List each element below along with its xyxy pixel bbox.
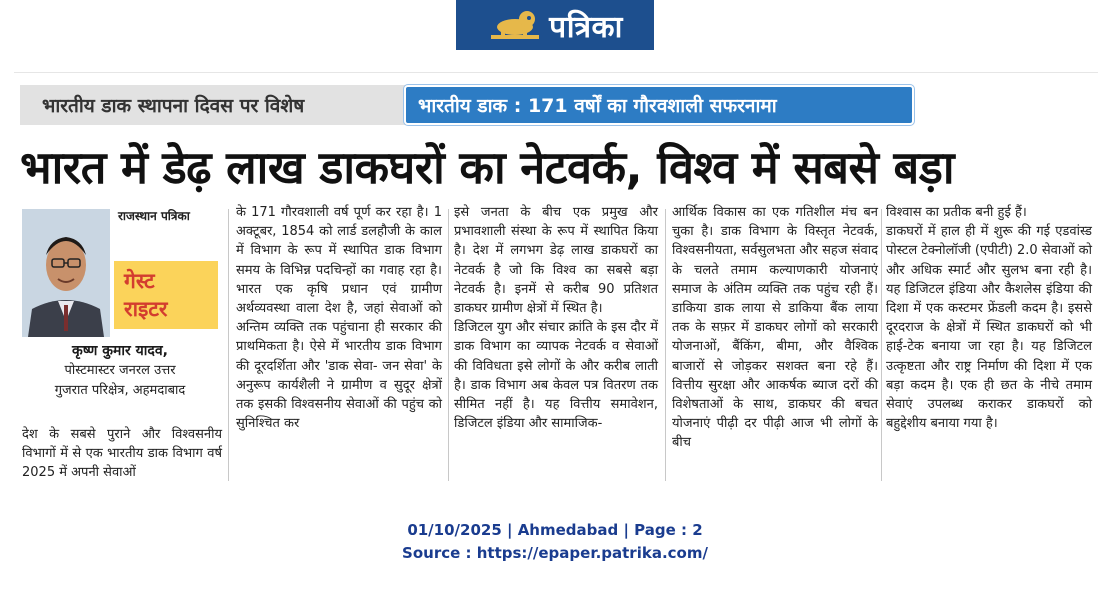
column-divider [665, 209, 666, 481]
publication-label: राजस्थान पत्रिका [118, 209, 190, 223]
footer-meta: 01/10/2025 | Ahmedabad | Page : 2 [407, 521, 703, 539]
headline: भारत में डेढ़ लाख डाकघरों का नेटवर्क, विश्व में सबसे बड़ा [20, 141, 954, 194]
column-divider [881, 209, 882, 481]
masthead [456, 0, 654, 50]
writer-label: राइटर [124, 297, 168, 321]
article-column-2: के 171 गौरवशाली वर्ष पूर्ण कर रहा है। 1 अक्टूबर, 1854 को लार्ड डलहौजी के काल में विभाग के रूप में स्थापित डाक विभाग समय के विभिन्न पदचिन्हों का गवाह रहा है। भारत एक कृषि प्रधान एवं ग्रामीण अर्थव्यवस्था वाला देश है, जहां सेवाओं को अन्तिम व्यक्ति तक पहुंचाना ही सरकार की प्राथमिकता है। ऐसे में भारतीय डाक विभाग की दूरदर्शिता और 'डाक सेवा- जन सेवा' के अनुरूप कार्यशैली ने ग्रामीण व सुदूर क्षेत्रों तक इसकी विश्वसनीय सेवाओं की पहुंच को सुनिश्चित कर [236, 205, 442, 432]
ribbon-special-label: भारतीय डाक स्थापना दिवस पर विशेष [20, 85, 410, 125]
ribbon-feature-title: भारतीय डाक : 171 वर्षों का गौरवशाली सफरनामा [404, 85, 914, 125]
column-divider [228, 209, 229, 481]
author-photo [22, 209, 110, 337]
article-column-5: विश्वास का प्रतीक बनी हुई हैं। डाकघरों में हाल ही में शुरू की गई एडवांस्ड पोस्टल टेक्नोलॉजी (एपीटी) 2.0 सेवाओं को और अधिक स्मार्ट और सुलभ बना रही है। यह डिजिटल इंडिया और कैशलेस इंडिया की दिशा में एक कस्टमर फ्रेंडली कदम है। इससे दूरदराज के क्षेत्रों में स्थित डाकघरों को भी हाई-टेक बनाया जा रहा है। यह डिजिटल उत्कृष्टता और राष्ट्र निर्माण की दिशा में एक बड़ा कदम है। एक ही छत के नीचे तमाम सेवाएं उपलब्ध कराकर डाकघरों को बहुद्देशीय बनाया गया है। [886, 205, 1092, 432]
guest-writer-badge [114, 261, 218, 329]
author-role: पोस्टमास्टर जनरल उत्तर गुजरात परिक्षेत्र, अहमदाबाद [54, 363, 186, 398]
byline-box [22, 203, 218, 413]
article-clipping [14, 72, 1098, 486]
article-column-4: आर्थिक विकास का एक गतिशील मंच बन चुका है। डाक विभाग के विस्तृत नेटवर्क, विश्वसनीयता, सर्वसुलभता और सहज संवाद के चलते तमाम कल्याणकारी योजनाएं समाज के अंतिम व्यक्ति तक पहुंच रही हैं। डाकिया डाक लाया से डाकिया बैंक लाया तक के सफ़र में डाकघर लोगों को सरकारी योजनाओं, बैंकिंग, बीमा, और वैश्विक बाजारों से जोड़कर सशक्त बना रहे हैं। वित्तीय सुरक्षा और आकर्षक ब्याज दरों की विशेषताओं के साथ, डाकघर की बचत योजनाएं पीढ़ी दर पीढ़ी आज भी लोगों के बीच [672, 205, 878, 451]
guest-label: गेस्ट [124, 269, 155, 293]
lion-logo-icon [487, 5, 543, 45]
masthead-brand: पत्रिका [549, 9, 623, 45]
author-name: कृष्ण कुमार यादव, [72, 343, 168, 359]
column-divider [448, 209, 449, 481]
article-column-1: देश के सबसे पुराने और विश्वसनीय विभागों में से एक भारतीय डाक विभाग वर्ष 2025 में अपनी सेवाओं [22, 427, 222, 481]
footer-source: Source : https://epaper.patrika.com/ [402, 544, 708, 562]
article-column-3: इसे जनता के बीच एक प्रमुख और प्रभावशाली संस्था के रूप में स्थापित किया है। देश में लगभग डेढ़ लाख डाकघरों का नेटवर्क है जो कि विश्व का सबसे बड़ा नेटवर्क है। इनमें से करीब 90 प्रतिशत डाकघर ग्रामीण क्षेत्रों में स्थित है। डिजिटल युग और संचार क्रांति के इस दौर में डाक विभाग का व्यापक नेटवर्क व सेवाओं की विविधता इसे लोगों के और करीब लाती है। डाक विभाग अब केवल पत्र वितरण तक सीमित नहीं है। यह वित्तीय समावेशन, डिजिटल इंडिया और सामाजिक- [454, 205, 658, 432]
